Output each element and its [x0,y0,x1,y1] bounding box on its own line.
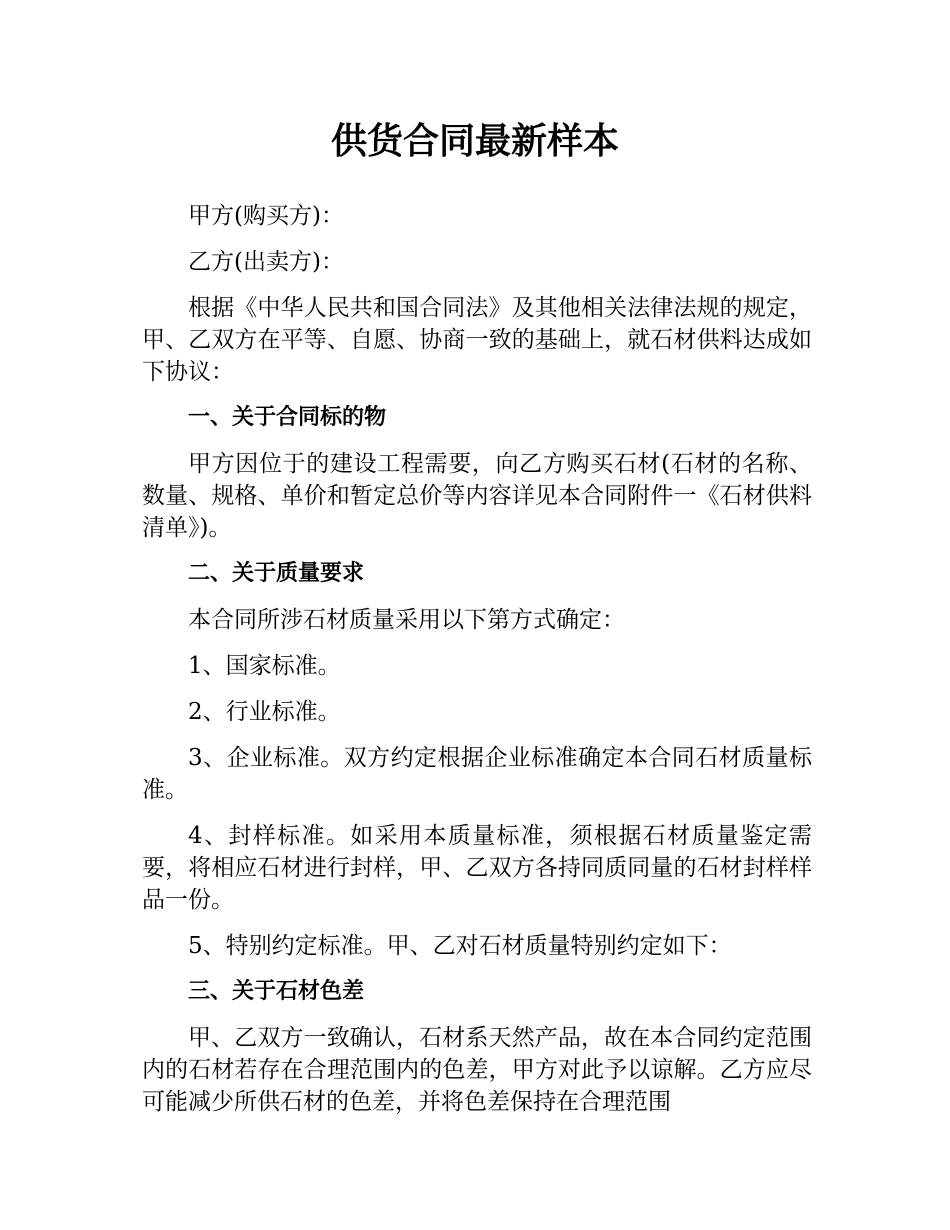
document-body [142,200,812,1132]
section-heading-2: 二、关于质量要求 [188,561,365,586]
section-3-paragraph: 甲、乙双方一致确认，石材系天然产品，故在本合同约定范围内的石材若存在合理范围内的色差，甲方对此予以谅解。乙方应尽可能减少所供石材的色差，并将色差保持在合理范围 [142,1025,812,1115]
party-a-line: 甲方(购买方)： [188,203,344,229]
quality-option-3: 3、企业标准。双方约定根据企业标准确定本合同石材质量标准。 [142,745,812,803]
preamble-paragraph: 根据《中华人民共和国合同法》及其他相关法律法规的规定，甲、乙双方在平等、自愿、协商一致的基础上，就石材供料达成如下协议： [142,295,812,385]
quality-option-2: 2、行业标准。 [188,699,341,725]
section-2-intro: 本合同所涉石材质量采用以下第方式确定： [188,607,625,633]
section-1-paragraph: 甲方因位于的建设工程需要，向乙方购买石材(石材的名称、数量、规格、单价和暂定总价等内容详见本合同附件一《石材供料清单》)。 [142,451,812,541]
section-heading-3: 三、关于石材色差 [188,979,365,1004]
quality-option-5: 5、特别约定标准。甲、乙对石材质量特别约定如下： [188,933,732,959]
document-title: 供货合同最新样本 [330,121,619,162]
quality-option-1: 1、国家标准。 [188,653,341,679]
section-heading-1: 一、关于合同标的物 [188,405,387,430]
quality-option-4: 4、封样标准。如采用本质量标准，须根据石材质量鉴定需要，将相应石材进行封样，甲、乙双方各持同质同量的石材封样样品一份。 [142,823,812,913]
party-b-line: 乙方(出卖方)： [188,249,344,275]
